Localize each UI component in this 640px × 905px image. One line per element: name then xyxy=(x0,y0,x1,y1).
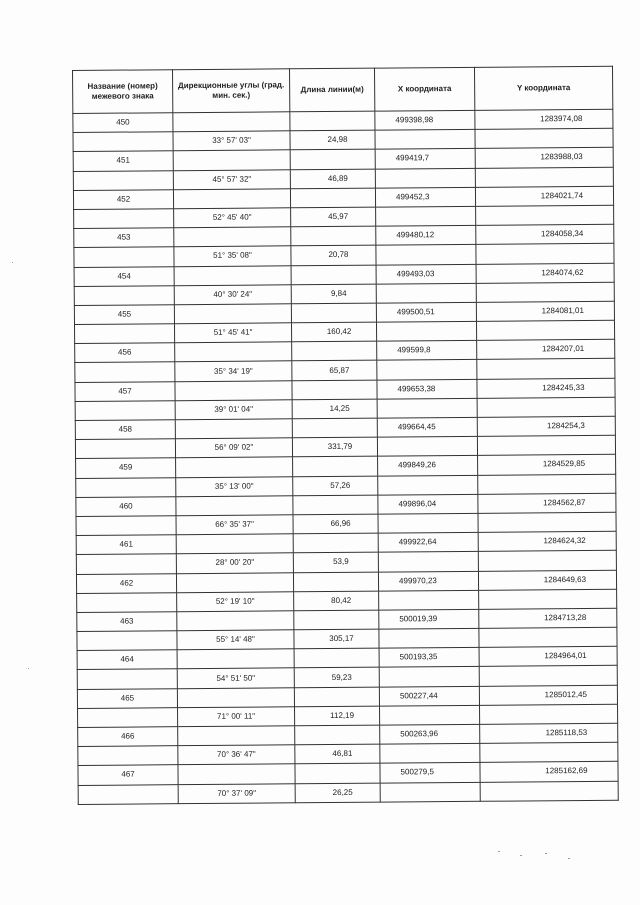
empty-cell xyxy=(475,167,613,187)
y-coordinate-cell: 1284081,01 xyxy=(476,301,614,321)
y-coordinate-cell: 1285118,53 xyxy=(480,723,618,743)
empty-cell xyxy=(478,512,616,532)
empty-cell xyxy=(175,342,292,362)
x-coordinate-cell: 499493,03 xyxy=(376,264,476,284)
table-body xyxy=(73,109,618,804)
empty-cell xyxy=(77,669,177,689)
empty-cell xyxy=(174,227,291,247)
empty-cell xyxy=(478,551,616,571)
header-x-coordinate: X координата xyxy=(374,67,474,111)
x-coordinate-cell: 499480,12 xyxy=(376,225,476,245)
empty-cell xyxy=(173,112,290,132)
empty-cell xyxy=(177,649,294,669)
scan-speck xyxy=(545,853,547,854)
empty-cell xyxy=(290,188,375,208)
empty-cell xyxy=(292,341,377,361)
empty-cell xyxy=(478,474,616,494)
direction-angle-cell: 51° 45' 41" xyxy=(174,323,291,343)
y-coordinate-cell: 1285162,69 xyxy=(480,762,618,782)
line-length-cell: 80,42 xyxy=(294,591,379,611)
line-length-cell: 59,23 xyxy=(294,668,379,688)
header-line-length: Длина линии(м) xyxy=(289,68,374,112)
y-coordinate-cell: 1284074,62 xyxy=(476,263,614,283)
coordinates-table-wrap xyxy=(72,66,618,822)
empty-cell xyxy=(475,128,613,148)
empty-cell xyxy=(479,627,617,647)
empty-cell xyxy=(294,687,379,707)
direction-angle-cell: 52° 19' 10" xyxy=(177,591,294,611)
empty-cell xyxy=(293,572,378,592)
empty-cell xyxy=(477,435,615,455)
y-coordinate-cell: 1284207,01 xyxy=(477,339,615,359)
marker-name-cell: 450 xyxy=(73,113,173,133)
y-coordinate-cell: 1283974,08 xyxy=(475,109,613,129)
empty-cell xyxy=(476,320,614,340)
line-length-cell: 160,42 xyxy=(291,322,376,342)
direction-angle-cell: 54° 51' 50" xyxy=(177,668,294,688)
y-coordinate-cell: 1285012,45 xyxy=(479,685,617,705)
empty-cell xyxy=(480,781,618,801)
y-coordinate-cell: 1284624,32 xyxy=(478,531,616,551)
empty-cell xyxy=(76,554,176,574)
empty-cell xyxy=(375,168,475,188)
direction-angle-cell: 66° 35' 37" xyxy=(176,515,293,535)
empty-cell xyxy=(177,687,294,707)
line-length-cell: 53,9 xyxy=(293,552,378,572)
x-coordinate-cell: 499664,45 xyxy=(377,417,477,437)
empty-cell xyxy=(293,533,378,553)
x-coordinate-cell: 499398,98 xyxy=(375,110,475,130)
marker-name-cell: 454 xyxy=(74,266,174,286)
y-coordinate-cell: 1284245,33 xyxy=(477,378,615,398)
header-direction-angles: Дирекционные углы (град. мин. сек.) xyxy=(173,69,290,113)
empty-cell xyxy=(291,303,376,323)
line-length-cell: 112,19 xyxy=(295,706,380,726)
marker-name-cell: 464 xyxy=(77,650,177,670)
empty-cell xyxy=(174,265,291,285)
empty-cell xyxy=(291,226,376,246)
empty-cell xyxy=(77,631,177,651)
empty-cell xyxy=(73,132,173,152)
x-coordinate-cell: 499896,04 xyxy=(378,494,478,514)
scan-speck xyxy=(520,855,522,856)
empty-cell xyxy=(173,150,290,170)
y-coordinate-cell: 1284058,34 xyxy=(476,224,614,244)
y-coordinate-cell: 1284713,28 xyxy=(479,608,617,628)
line-length-cell: 9,84 xyxy=(291,284,376,304)
empty-cell xyxy=(73,170,173,190)
empty-cell xyxy=(293,456,378,476)
empty-cell xyxy=(295,725,380,745)
line-length-cell: 66,96 xyxy=(293,514,378,534)
y-coordinate-cell: 1284964,01 xyxy=(479,646,617,666)
empty-cell xyxy=(75,362,175,382)
empty-cell xyxy=(292,380,377,400)
direction-angle-cell: 39° 01' 04" xyxy=(175,400,292,420)
empty-cell xyxy=(292,418,377,438)
scan-speck xyxy=(498,851,500,852)
empty-cell xyxy=(477,397,615,417)
empty-cell xyxy=(75,439,175,459)
empty-cell xyxy=(379,667,479,687)
empty-cell xyxy=(380,782,480,802)
empty-cell xyxy=(75,401,175,421)
empty-cell xyxy=(378,475,478,495)
empty-cell xyxy=(479,666,617,686)
direction-angle-cell: 56° 09' 02" xyxy=(175,438,292,458)
empty-cell xyxy=(176,534,293,554)
empty-cell xyxy=(376,321,476,341)
x-coordinate-cell: 499452,3 xyxy=(375,187,475,207)
x-coordinate-cell: 499653,38 xyxy=(377,379,477,399)
x-coordinate-cell: 500227,44 xyxy=(379,686,479,706)
direction-angle-cell: 70° 36' 47" xyxy=(178,745,295,765)
empty-cell xyxy=(176,457,293,477)
line-length-cell: 46,81 xyxy=(295,744,380,764)
marker-name-cell: 453 xyxy=(74,228,174,248)
empty-cell xyxy=(176,572,293,592)
boundary-coordinates-table xyxy=(72,66,619,805)
empty-cell xyxy=(380,705,480,725)
empty-cell xyxy=(74,247,174,267)
empty-cell xyxy=(480,742,618,762)
marker-name-cell: 460 xyxy=(76,496,176,516)
y-coordinate-cell: 1284021,74 xyxy=(475,186,613,206)
marker-name-cell: 456 xyxy=(75,343,175,363)
direction-angle-cell: 52° 45' 40" xyxy=(174,208,291,228)
empty-cell xyxy=(295,763,380,783)
scan-speck xyxy=(28,668,29,669)
x-coordinate-cell: 499599,8 xyxy=(377,341,477,361)
marker-name-cell: 463 xyxy=(77,612,177,632)
empty-cell xyxy=(378,513,478,533)
empty-cell xyxy=(476,282,614,302)
empty-cell xyxy=(375,130,475,150)
empty-cell xyxy=(377,437,477,457)
line-length-cell: 14,25 xyxy=(292,399,377,419)
empty-cell xyxy=(477,359,615,379)
line-length-cell: 305,17 xyxy=(294,629,379,649)
table-header-row xyxy=(73,66,613,113)
marker-name-cell: 461 xyxy=(76,535,176,555)
scan-speck xyxy=(12,262,13,263)
empty-cell xyxy=(174,304,291,324)
empty-cell xyxy=(178,726,295,746)
table-row-segment xyxy=(78,781,618,804)
header-marker-name: Название (номер) межевого знака xyxy=(73,70,173,114)
empty-cell xyxy=(76,516,176,536)
marker-name-cell: 451 xyxy=(73,151,173,171)
empty-cell xyxy=(74,209,174,229)
marker-name-cell: 455 xyxy=(74,305,174,325)
line-length-cell: 331,79 xyxy=(292,437,377,457)
line-length-cell: 20,78 xyxy=(291,245,376,265)
empty-cell xyxy=(78,784,178,804)
direction-angle-cell: 45° 57' 32" xyxy=(173,169,290,189)
empty-cell xyxy=(293,495,378,515)
direction-angle-cell: 71° 00' 11" xyxy=(178,707,295,727)
x-coordinate-cell: 499500,51 xyxy=(376,302,476,322)
x-coordinate-cell: 500019,39 xyxy=(379,609,479,629)
empty-cell xyxy=(476,205,614,225)
y-coordinate-cell: 1284562,87 xyxy=(478,493,616,513)
marker-name-cell: 459 xyxy=(76,458,176,478)
direction-angle-cell: 51° 35' 08" xyxy=(174,246,291,266)
line-length-cell: 57,26 xyxy=(293,476,378,496)
empty-cell xyxy=(480,704,618,724)
x-coordinate-cell: 500263,96 xyxy=(380,724,480,744)
direction-angle-cell: 28° 00' 20" xyxy=(176,553,293,573)
marker-name-cell: 462 xyxy=(76,573,176,593)
empty-cell xyxy=(178,764,295,784)
empty-cell xyxy=(175,380,292,400)
direction-angle-cell: 35° 13' 00" xyxy=(176,476,293,496)
marker-name-cell: 465 xyxy=(77,688,177,708)
empty-cell xyxy=(377,360,477,380)
empty-cell xyxy=(379,628,479,648)
line-length-cell: 46,89 xyxy=(290,169,375,189)
empty-cell xyxy=(377,398,477,418)
empty-cell xyxy=(376,283,476,303)
empty-cell xyxy=(290,111,375,131)
x-coordinate-cell: 499922,64 xyxy=(378,532,478,552)
empty-cell xyxy=(291,265,376,285)
empty-cell xyxy=(76,477,176,497)
x-coordinate-cell: 499849,26 xyxy=(378,456,478,476)
y-coordinate-cell: 1283988,03 xyxy=(475,148,613,168)
empty-cell xyxy=(290,149,375,169)
empty-cell xyxy=(294,610,379,630)
line-length-cell: 24,98 xyxy=(290,130,375,150)
x-coordinate-cell: 500279,5 xyxy=(380,763,480,783)
marker-name-cell: 458 xyxy=(75,420,175,440)
empty-cell xyxy=(378,552,478,572)
marker-name-cell: 466 xyxy=(78,727,178,747)
x-coordinate-cell: 500193,35 xyxy=(379,648,479,668)
empty-cell xyxy=(479,589,617,609)
empty-cell xyxy=(176,496,293,516)
header-y-coordinate: Y координата xyxy=(474,66,612,110)
empty-cell xyxy=(476,244,614,264)
direction-angle-cell: 70° 37' 09" xyxy=(178,783,295,803)
marker-name-cell: 452 xyxy=(73,189,173,209)
line-length-cell: 45,97 xyxy=(291,207,376,227)
y-coordinate-cell: 1284649,63 xyxy=(478,570,616,590)
empty-cell xyxy=(177,611,294,631)
empty-cell xyxy=(78,708,178,728)
empty-cell xyxy=(74,285,174,305)
y-coordinate-cell: 1284529,85 xyxy=(478,455,616,475)
empty-cell xyxy=(294,648,379,668)
empty-cell xyxy=(175,419,292,439)
scan-speck xyxy=(568,858,570,859)
empty-cell xyxy=(380,744,480,764)
empty-cell xyxy=(376,245,476,265)
empty-cell xyxy=(77,592,177,612)
empty-cell xyxy=(74,324,174,344)
direction-angle-cell: 55° 14' 48" xyxy=(177,630,294,650)
direction-angle-cell: 40° 30' 24" xyxy=(174,284,291,304)
empty-cell xyxy=(78,746,178,766)
x-coordinate-cell: 499419,7 xyxy=(375,149,475,169)
x-coordinate-cell: 499970,23 xyxy=(378,571,478,591)
line-length-cell: 65,87 xyxy=(292,361,377,381)
marker-name-cell: 467 xyxy=(78,765,178,785)
y-coordinate-cell: 1284254,3 xyxy=(477,416,615,436)
empty-cell xyxy=(379,590,479,610)
marker-name-cell: 457 xyxy=(75,381,175,401)
empty-cell xyxy=(173,189,290,209)
line-length-cell: 26,25 xyxy=(295,783,380,803)
direction-angle-cell: 33° 57' 03" xyxy=(173,131,290,151)
empty-cell xyxy=(376,206,476,226)
direction-angle-cell: 35° 34' 19" xyxy=(175,361,292,381)
